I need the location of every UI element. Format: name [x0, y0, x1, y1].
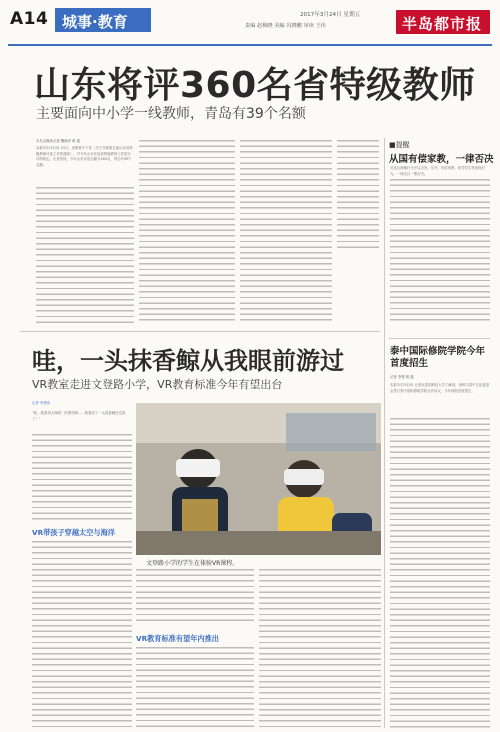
story3-lead: 本报3月23日讯 记者从泰国科技大学了解到，该校与泰中文化促进会签订泰中国际修院学院合作协议，今年该院首度招生。 — [390, 383, 490, 393]
vr-photo — [136, 403, 381, 555]
story3-top-rule — [389, 338, 490, 339]
page-code: A14 — [10, 9, 49, 29]
story2-section1: VR带孩子穿越太空与海洋 — [32, 528, 115, 537]
story2-col3 — [259, 569, 381, 729]
masthead-editors: 责编 赵梅晓 美编 冯晓鹏 审读 王伟 — [245, 23, 326, 29]
vr-photo-caption: 文登路小学的学生在体验VR课程。 — [146, 560, 239, 567]
paper-logo — [396, 10, 490, 34]
story2-headline: 哇，一头抹香鲸从我眼前游过 — [32, 347, 344, 375]
story2-subhead: VR教室走进文登路小学，VR教育标准今年有望出台 — [32, 378, 283, 391]
story1-col1 — [36, 187, 134, 323]
story1-col3 — [240, 140, 332, 323]
story1-headline: 山东将评360名省特级教师 — [34, 65, 476, 106]
story2-lead: “哇，我看到大海啦！好漂亮啊……我看到了一头抹香鲸经过我了！” — [32, 411, 126, 421]
masthead — [0, 0, 500, 44]
story2-col2 — [136, 569, 254, 625]
story2-byline: 记者 李建伟 — [32, 401, 51, 405]
story3-byline: 记者 李建 明 通 — [390, 375, 414, 379]
story3-body — [390, 418, 490, 729]
story-divider — [20, 331, 380, 332]
story3-divider — [384, 338, 385, 728]
story1-subhead: 主要面向中小学一线教师，青岛有39个名额 — [36, 106, 306, 122]
paper-logo-text: 半岛都市报 — [402, 15, 483, 33]
story2-section2: VR教育标准有望年内推出 — [136, 634, 219, 643]
story2-col1-top — [32, 434, 132, 522]
story1-byline: 半岛全媒体记者 魏海洋 明 通 — [36, 139, 80, 143]
story2-col2-bottom — [136, 647, 254, 729]
story2-col1-bottom — [32, 541, 132, 729]
sidebar-body: 对违反师德行为予以否决。另外，有偿家教、体罚学生等违规行为，一律实行一票否决。 — [390, 166, 485, 176]
vr-photo-illustration — [136, 403, 381, 555]
masthead-rule — [8, 44, 492, 46]
story3-headline: 泰中国际修院学院今年首度招生 — [390, 346, 486, 369]
story1-lead: 本报3月23日讯 23日，省教育厅下发《关于开展第五批山东省特级教师评选工作的通知》，对今年山东评选省特级教师工作进行详细规定。记者发现，今年山东评选名额为360名，青岛有39个名额。 — [36, 146, 133, 167]
story1-col2 — [139, 140, 235, 323]
masthead-date: 2017年3月24日 星期五 — [300, 12, 361, 18]
section-tag — [55, 8, 151, 32]
sidebar-body-lines — [390, 179, 490, 323]
story1-col4 — [337, 140, 379, 250]
sidebar-title: 从国有偿家教，一律否决 — [389, 154, 494, 165]
sidebar-divider — [384, 138, 385, 338]
sidebar-label: ■提醒 — [389, 141, 410, 149]
section-tag-label: 城事·教育 — [62, 13, 128, 31]
